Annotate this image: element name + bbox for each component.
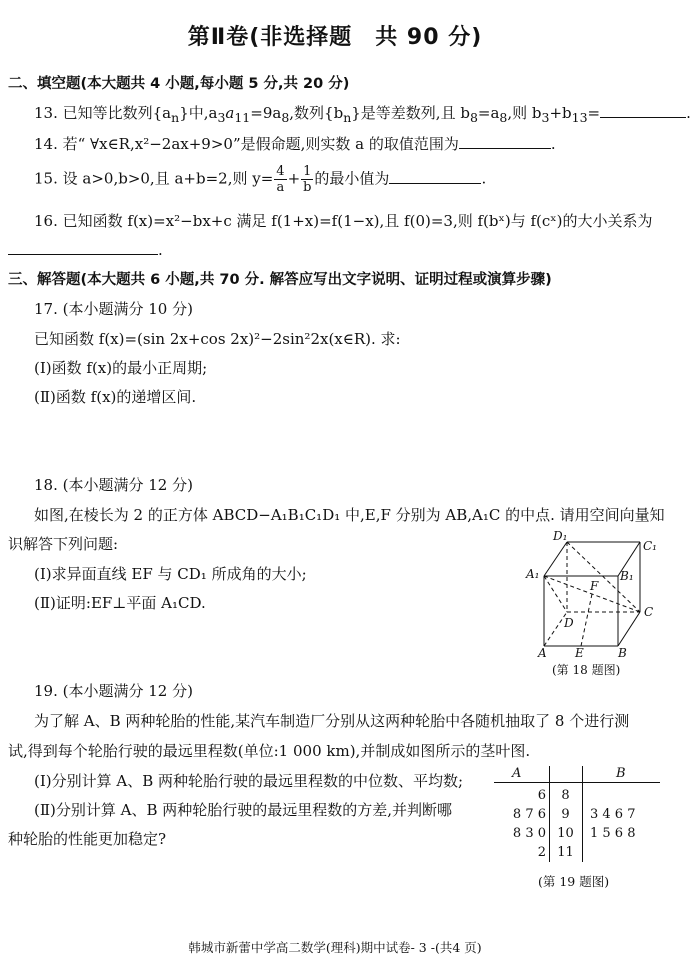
question-15: 15. 设 a>0,b>0,且 a+b=2,则 y= $\frac{4}{a}$ + $\frac{1}{b}$ 的最小值为 . (34, 164, 487, 195)
q17-header: 17. (本小题满分 10 分) (34, 300, 193, 318)
question-14: 14. 若“ ∀x∈R,x²−2ax+9>0”是假命题,则实数 a 的取值范围为 . (34, 135, 556, 153)
label-a: A (538, 646, 547, 660)
label-d: D (564, 616, 574, 630)
label-b: B (618, 646, 627, 660)
q15-text-after: 的最小值为 (314, 169, 390, 188)
header-divider (494, 782, 660, 783)
q14-text: 14. 若“ ∀x∈R,x²−2ax+9>0”是假命题,则实数 a 的取值范围为 (34, 135, 459, 153)
leaf-a-row-1: 6 (537, 788, 546, 803)
q18-part-1: (Ⅰ)求异面直线 EF 与 CD₁ 所成角的大小; (34, 565, 307, 583)
segment-a1-d (544, 576, 567, 612)
q18-stem-line2: 识解答下列问题: (8, 535, 119, 553)
q19-part-2b: 种轮胎的性能更加稳定? (8, 830, 167, 848)
q18-stem-line1: 如图,在棱长为 2 的正方体 ABCD−A₁B₁C₁D₁ 中,E,F 分别为 AB,A₁C 的中点. 请用空间向量知 (34, 506, 665, 524)
stem-row-1: 8 (561, 788, 570, 803)
stem-row-3: 10 (557, 826, 574, 841)
q13-text-before: 13. 已知等比数列{a (34, 104, 172, 122)
fraction-1-over-b: $\frac{1}{b}$ (303, 164, 312, 195)
label-a1: A₁ (526, 567, 540, 581)
q17-part-1: (Ⅰ)函数 f(x)的最小正周期; (34, 359, 208, 377)
answer-blank[interactable] (389, 169, 481, 184)
leaf-b-row-3: 1 5 6 8 (590, 826, 636, 841)
leaf-a-row-4: 2 (537, 845, 546, 860)
label-e: E (575, 646, 584, 660)
q19-part-1: (Ⅰ)分别计算 A、B 两种轮胎行驶的最远里程数的中位数、平均数; (34, 772, 464, 790)
answer-blank[interactable] (8, 240, 158, 255)
stem-row-4: 11 (557, 845, 574, 860)
label-c1: C₁ (643, 539, 657, 553)
page-footer: 韩城市新蕾中学高二数学(理科)期中试卷- 3 -(共4 页) (188, 940, 482, 955)
question-16 (34, 210, 653, 231)
q19-part-2a: (Ⅱ)分别计算 A、B 两种轮胎行驶的最远里程数的方差,并判断哪 (34, 801, 453, 819)
q16-text: 16. 已知函数 f(x)=x²−bx+c 满足 f(1+x)=f(1−x),且 f(0)=3,则 f(bˣ)与 f(cˣ)的大小关系为 (34, 212, 653, 230)
stem-row-2: 9 (561, 807, 570, 822)
label-f: F (590, 579, 599, 593)
question-16-answer-line: . (8, 240, 163, 259)
q19-header: 19. (本小题满分 12 分) (34, 682, 193, 700)
q18-header: 18. (本小题满分 12 分) (34, 476, 193, 494)
leaf-a-row-2: 8 7 6 (512, 807, 546, 822)
cube-caption: (第 18 题图) (552, 663, 621, 677)
label-c: C (644, 605, 654, 619)
label-b1: B₁ (620, 569, 634, 583)
q19-stem-line1: 为了解 A、B 两种轮胎的性能,某汽车制造厂分别从这两种轮胎中各随机抽取了 8 个进行测 (34, 712, 630, 730)
page-title: 第Ⅱ卷(非选择题 共 90 分) (187, 25, 483, 50)
stem-leaf-plot (494, 766, 660, 866)
leaf-a-row-3: 8 3 0 (512, 826, 546, 841)
answer-blank[interactable] (600, 103, 686, 118)
fraction-4-over-a: $\frac{4}{a}$ (276, 164, 285, 195)
section-answer-heading: 三、解答题(本大题共 6 小题,共 70 分. 解答应写出文字说明、证明过程或演算步骤) (8, 272, 552, 288)
label-d1: D₁ (553, 529, 568, 543)
question-13: 13. 已知等比数列$\{a_n\}$中$,a_3a_{11}=9a_8$,数列$\{b_n\}$是等差数列,且 $b_8=a_8$,则 $b_3+b_{13}=$ . (34, 104, 691, 125)
answer-blank[interactable] (459, 134, 551, 149)
cube-figure (522, 528, 662, 678)
stem-divider-right (582, 766, 583, 862)
segment-e-f (581, 594, 592, 646)
q15-text-before: 15. 设 a>0,b>0,且 a+b=2,则 y= (34, 169, 274, 188)
edge-a1-d1 (544, 542, 567, 576)
q19-stem-line2: 试,得到每个轮胎行驶的最远里程数(单位:1 000 km),并制成如图所示的茎叶图. (8, 742, 531, 760)
edge-b-c (618, 612, 640, 646)
q17-part-2: (Ⅱ)函数 f(x)的递增区间. (34, 388, 197, 406)
q18-part-2: (Ⅱ)证明:EF⊥平面 A₁CD. (34, 594, 206, 612)
leaf-b-row-2: 3 4 6 7 (590, 807, 636, 822)
column-head-a: A (512, 766, 522, 781)
column-head-b: B (616, 766, 626, 781)
stem-leaf-caption: (第 19 题图) (538, 874, 610, 889)
q17-stem: 已知函数 f(x)=(sin 2x+cos 2x)²−2sin²2x(x∈R). 求: (34, 330, 401, 348)
section-fill-in-heading: 二、填空题(本大题共 4 小题,每小题 5 分,共 20 分) (8, 76, 350, 92)
